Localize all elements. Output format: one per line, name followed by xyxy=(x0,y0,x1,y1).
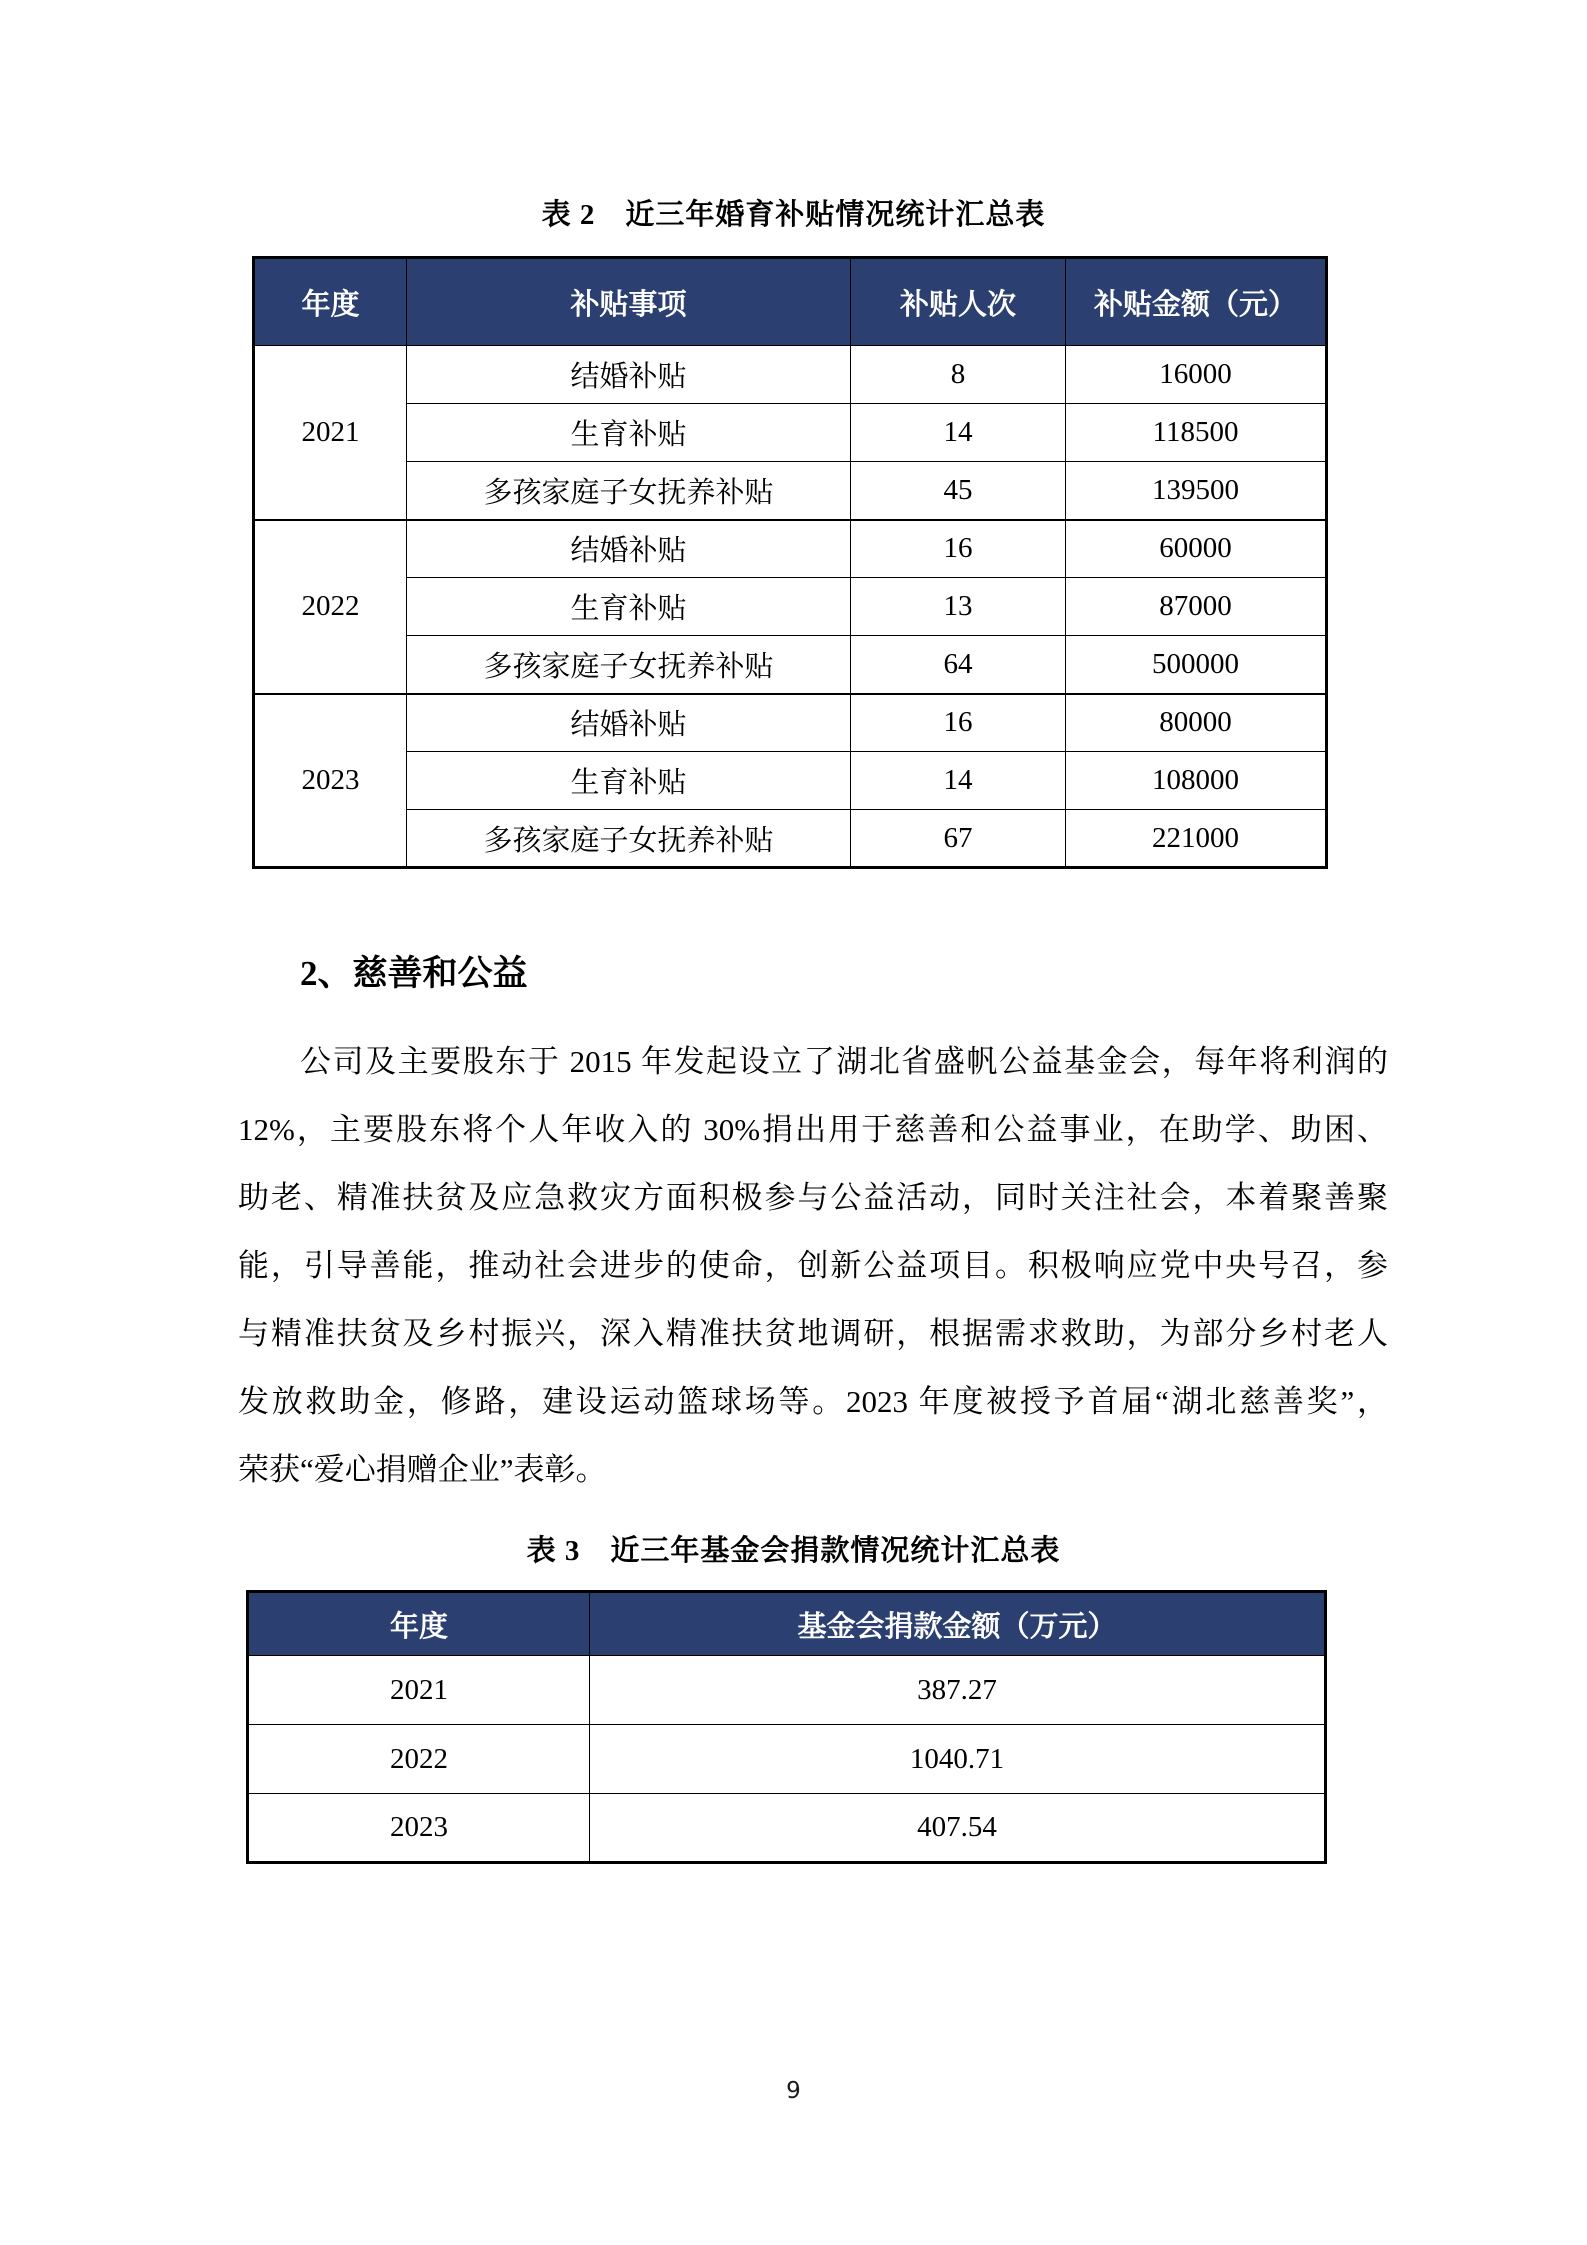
col-header-count: 补贴人次 xyxy=(851,258,1066,346)
count-cell: 64 xyxy=(851,636,1066,694)
item-cell: 结婚补贴 xyxy=(407,694,851,752)
section-heading-charity: 2、慈善和公益 xyxy=(300,954,528,993)
col-header-year: 年度 xyxy=(254,258,407,346)
amount-cell: 60000 xyxy=(1066,520,1327,578)
para-line: 发放救助金，修路，建设运动篮球场等。2023 年度被授予首届“湖北慈善奖”， xyxy=(238,1384,1388,1419)
year-cell: 2023 xyxy=(254,694,407,868)
table-row xyxy=(248,1656,1326,1725)
table-row xyxy=(254,578,1327,636)
table2-marriage-subsidy xyxy=(252,256,1328,869)
amount-cell: 407.54 xyxy=(590,1794,1326,1863)
table3-foundation-donation xyxy=(246,1590,1327,1864)
body-paragraph xyxy=(238,1028,1388,1504)
item-cell: 生育补贴 xyxy=(407,752,851,810)
table-row xyxy=(254,462,1327,520)
para-line: 助老、精准扶贫及应急救灾方面积极参与公益活动，同时关注社会，本着聚善聚 xyxy=(238,1180,1388,1215)
table-row xyxy=(254,404,1327,462)
year-cell: 2023 xyxy=(248,1794,590,1863)
item-cell: 多孩家庭子女抚养补贴 xyxy=(407,810,851,868)
col-header-donation-amount: 基金会捐款金额（万元） xyxy=(590,1592,1326,1656)
para-line: 能，引导善能，推动社会进步的使命，创新公益项目。积极响应党中央号召，参 xyxy=(238,1248,1388,1283)
table-row xyxy=(254,694,1327,752)
count-cell: 16 xyxy=(851,520,1066,578)
item-cell: 生育补贴 xyxy=(407,578,851,636)
table-row xyxy=(254,636,1327,694)
table-row xyxy=(254,520,1327,578)
table2-header-row xyxy=(254,258,1327,346)
count-cell: 67 xyxy=(851,810,1066,868)
year-cell: 2021 xyxy=(254,346,407,520)
year-cell: 2021 xyxy=(248,1656,590,1725)
count-cell: 13 xyxy=(851,578,1066,636)
table-row xyxy=(254,346,1327,404)
amount-cell: 118500 xyxy=(1066,404,1327,462)
amount-cell: 1040.71 xyxy=(590,1725,1326,1794)
amount-cell: 139500 xyxy=(1066,462,1327,520)
amount-cell: 87000 xyxy=(1066,578,1327,636)
count-cell: 45 xyxy=(851,462,1066,520)
count-cell: 16 xyxy=(851,694,1066,752)
count-cell: 14 xyxy=(851,404,1066,462)
para-line: 荣获“爱心捐赠企业”表彰。 xyxy=(238,1452,607,1487)
table2-title: 表 2 近三年婚育补贴情况统计汇总表 xyxy=(541,199,1046,231)
amount-cell: 80000 xyxy=(1066,694,1327,752)
table-row xyxy=(248,1725,1326,1794)
item-cell: 多孩家庭子女抚养补贴 xyxy=(407,636,851,694)
item-cell: 结婚补贴 xyxy=(407,346,851,404)
amount-cell: 387.27 xyxy=(590,1656,1326,1725)
item-cell: 生育补贴 xyxy=(407,404,851,462)
amount-cell: 500000 xyxy=(1066,636,1327,694)
page-number: 9 xyxy=(786,2078,801,2104)
table-row xyxy=(248,1794,1326,1863)
item-cell: 多孩家庭子女抚养补贴 xyxy=(407,462,851,520)
col-header-amount: 补贴金额（元） xyxy=(1066,258,1327,346)
table-row xyxy=(254,752,1327,810)
table3-header-row xyxy=(248,1592,1326,1656)
amount-cell: 221000 xyxy=(1066,810,1327,868)
year-cell: 2022 xyxy=(248,1725,590,1794)
col-header-item: 补贴事项 xyxy=(407,258,851,346)
amount-cell: 108000 xyxy=(1066,752,1327,810)
amount-cell: 16000 xyxy=(1066,346,1327,404)
count-cell: 8 xyxy=(851,346,1066,404)
para-line: 12%，主要股东将个人年收入的 30%捐出用于慈善和公益事业，在助学、助困、 xyxy=(238,1112,1388,1147)
para-line: 公司及主要股东于 2015 年发起设立了湖北省盛帆公益基金会，每年将利润的 xyxy=(300,1044,1388,1079)
item-cell: 结婚补贴 xyxy=(407,520,851,578)
col-header-year: 年度 xyxy=(248,1592,590,1656)
table-row xyxy=(254,810,1327,868)
year-cell: 2022 xyxy=(254,520,407,694)
table3-title: 表 3 近三年基金会捐款情况统计汇总表 xyxy=(526,1535,1061,1567)
para-line: 与精准扶贫及乡村振兴，深入精准扶贫地调研，根据需求救助，为部分乡村老人 xyxy=(238,1316,1388,1351)
count-cell: 14 xyxy=(851,752,1066,810)
